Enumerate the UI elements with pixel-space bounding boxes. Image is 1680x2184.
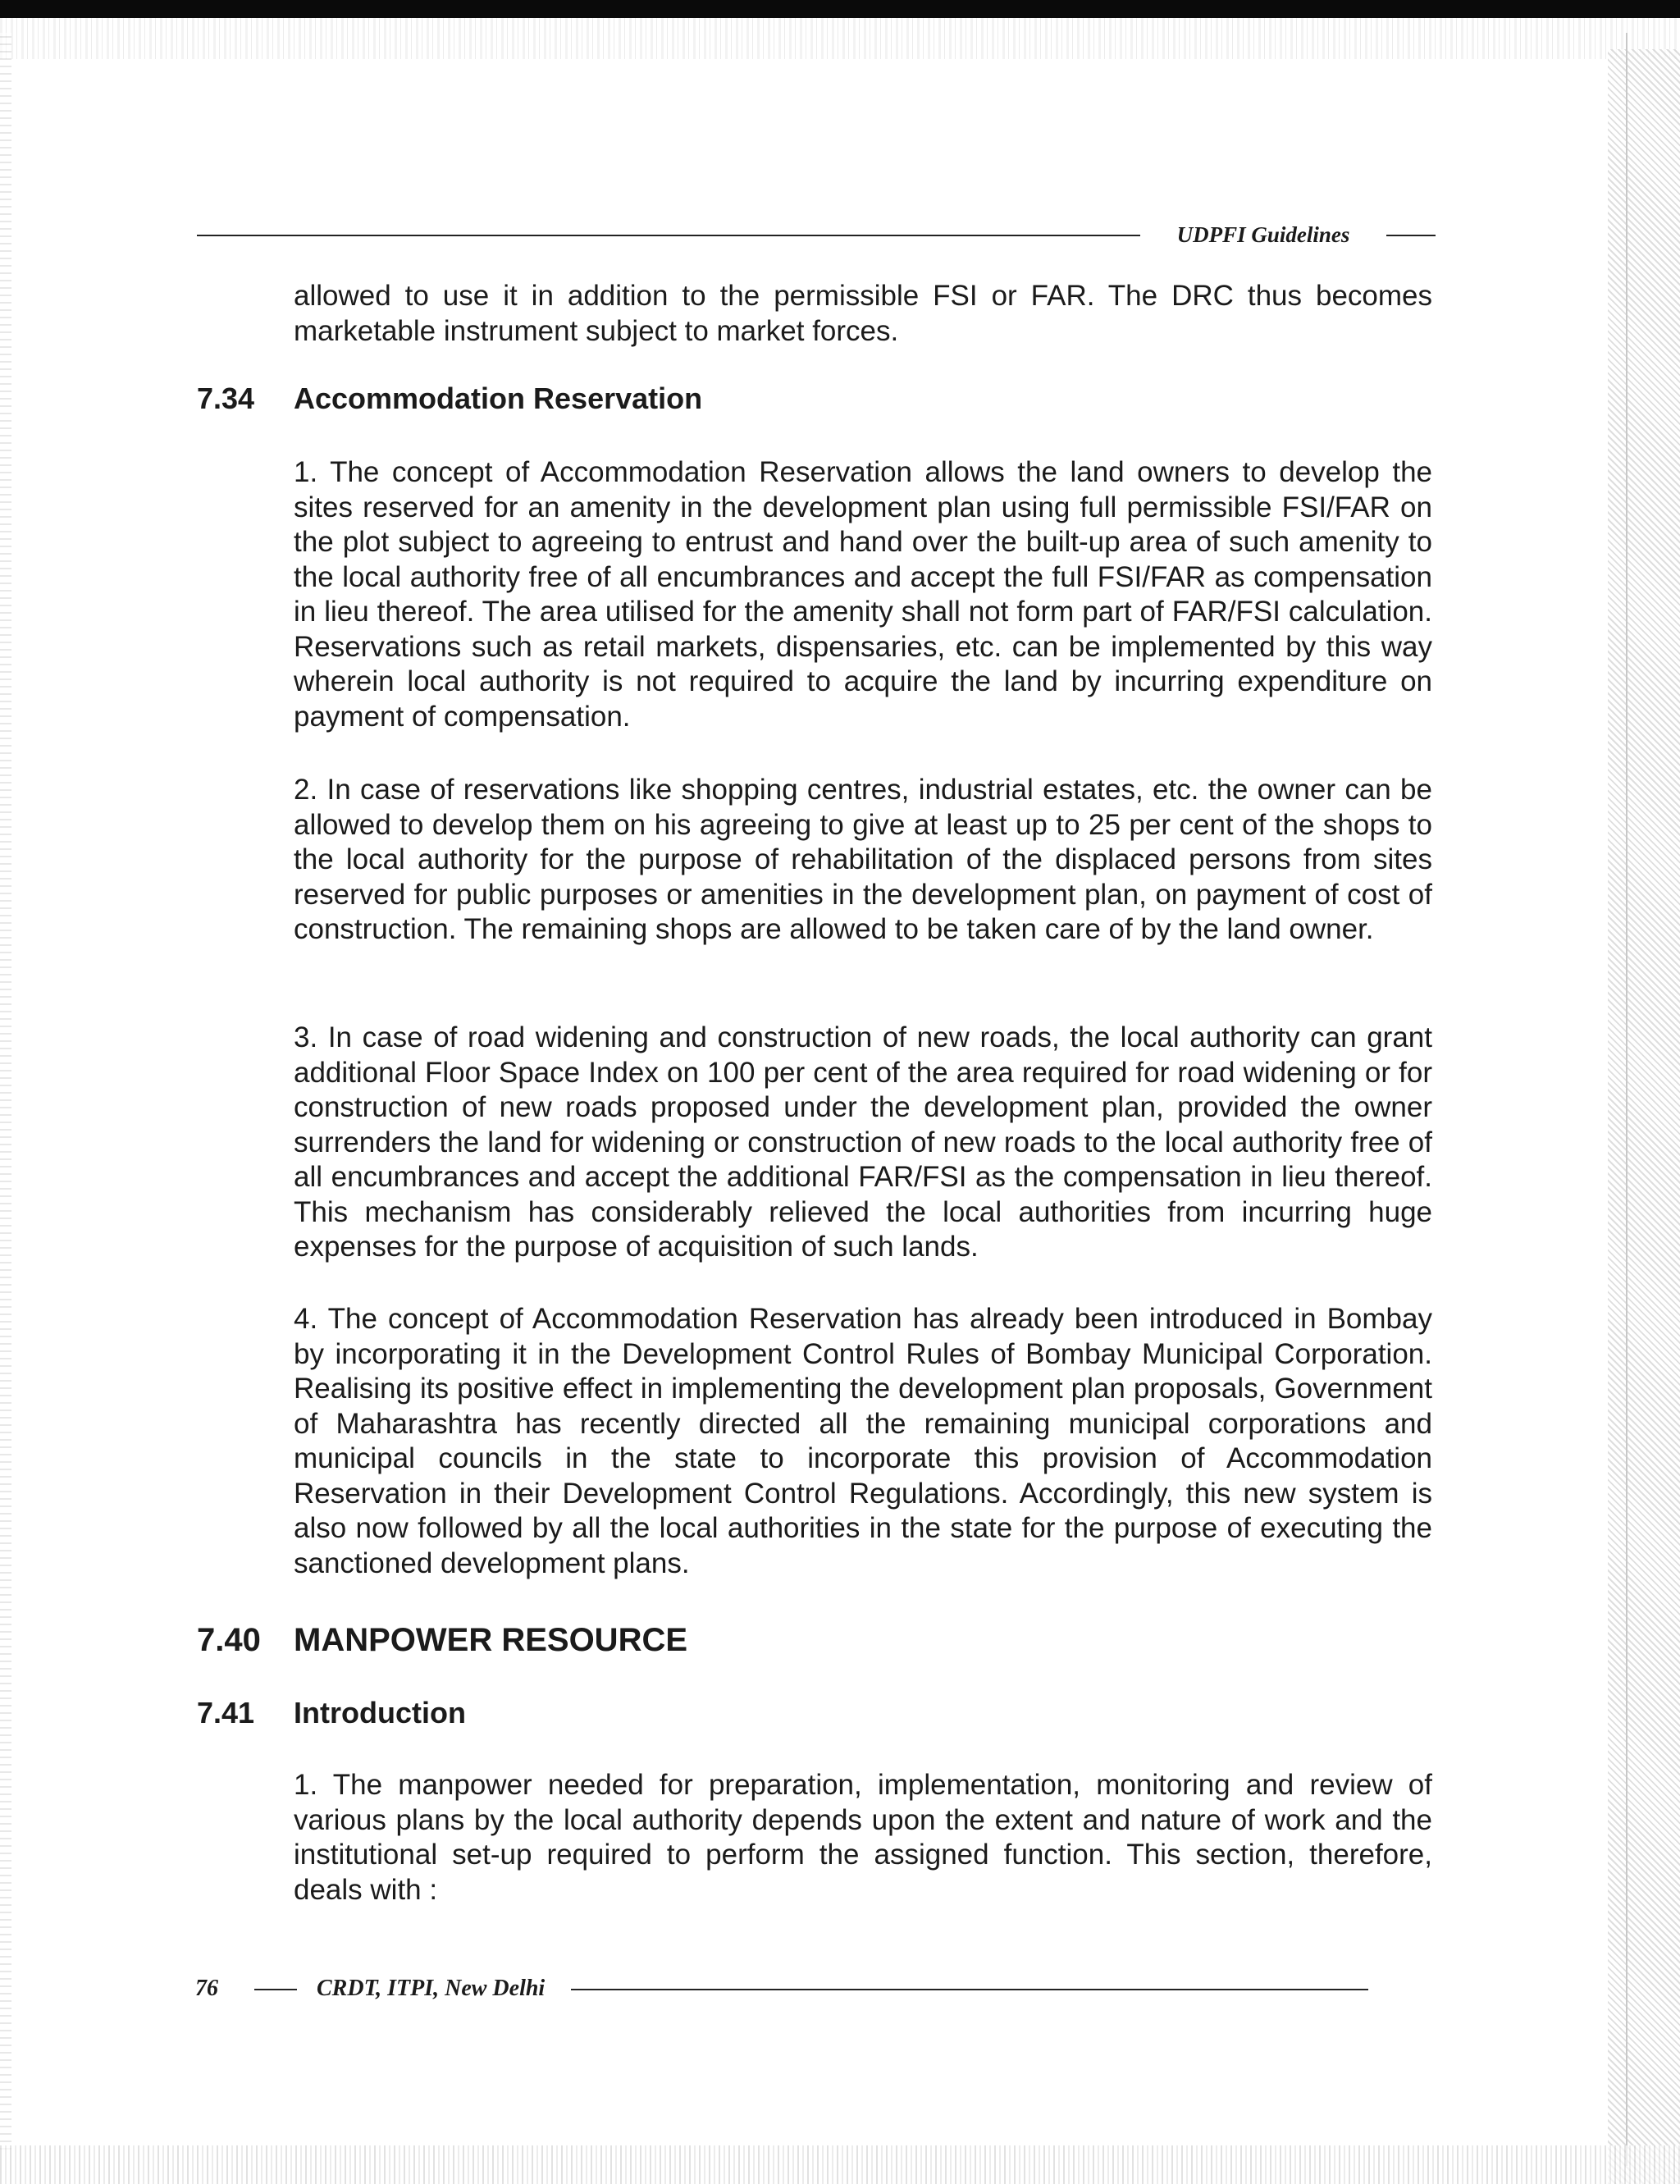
scan-right-noise xyxy=(1608,49,1680,2184)
section-7-34-title: Accommodation Reservation xyxy=(294,382,703,415)
footer-dash xyxy=(254,1989,297,1990)
section-7-34-paragraph-3: 3. In case of road widening and construction of new roads, the local authority can grant additional Floor Space Index on 100 per cent of the area required for road widening or for construction of new roads proposed under the development plan, provided the owner surrenders the land for widening or construction of new roads to the local authority free of all encumbrances and accept the additional FAR/FSI as the compensation in lieu thereof. This mechanism has considerably relieved the local authorities from incurring huge expenses for the purpose of acquisition of such lands. xyxy=(294,1021,1432,1263)
footer-organisation: CRDT, ITPI, New Delhi xyxy=(317,1976,546,2001)
scan-top-noise xyxy=(0,18,1680,59)
section-7-41-title: Introduction xyxy=(294,1696,466,1729)
scan-left-edge xyxy=(0,33,11,2150)
section-7-34-paragraph-2: 2. In case of reservations like shopping centres, industrial estates, etc. the owner can be allowed to develop them on his agreeing to give at least up to 25 per cent of the shops to the local authority for the purpose of rehabilitation of the displaced persons from sites reserved for public purposes or amenities in the development plan, on payment of cost of construction. The remaining shops are allowed to be taken care of by the land owner. xyxy=(294,774,1432,945)
section-7-34-paragraph-4: 4. The concept of Accommodation Reservation has already been introduced in Bombay by incorporating it in the Development Control Rules of Bombay Municipal Corporation. Realising its positive effect in implementing the development plan proposals, Government of Maharashtra has recently directed all the remaining municipal corporations and municipal councils in the state to incorporate this provision of Accommodation Reservation in their Development Control Regulations. Accordingly, this new system is also now followed by all the local authorities in the state for the purpose of executing the sanctioned development plans. xyxy=(294,1303,1432,1579)
section-7-40-number: 7.40 xyxy=(197,1622,261,1658)
scan-top-border xyxy=(0,0,1680,18)
running-title: UDPFI Guidelines xyxy=(1176,222,1350,247)
section-7-34-paragraph-1: 1. The concept of Accommodation Reservation allows the land owners to develop the sites reserved for an amenity in the development plan using full permissible FSI/FAR on the plot subject to agreeing to entrust and hand over the built-up area of such amenity to the local authority free of all encumbrances and accept the full FSI/FAR as compensation in lieu thereof. The area utilised for the amenity shall not form part of FAR/FSI calculation. Reservations such as retail markets, dispensaries, etc. can be implemented by this way wherein local authority is not required to acquire the land by incurring expenditure on payment of compensation. xyxy=(294,456,1432,733)
scan-bottom-noise xyxy=(0,2145,1680,2184)
running-footer xyxy=(195,1974,1368,2007)
section-7-41-paragraph-1: 1. The manpower needed for preparation, implementation, monitoring and review of various plans by the local authority depends upon the extent and nature of work and the institutional set-up required to perform the assigned function. This section, therefore, deals with : xyxy=(294,1769,1432,1906)
section-7-41-number: 7.41 xyxy=(197,1696,255,1729)
header-rule-left xyxy=(197,235,1140,236)
page-number: 76 xyxy=(195,1976,218,2001)
section-7-34-number: 7.34 xyxy=(197,382,255,415)
running-header xyxy=(197,220,1436,253)
footer-rule xyxy=(571,1989,1368,1990)
page-right-edge xyxy=(1626,33,1628,2166)
section-7-40-title: MANPOWER RESOURCE xyxy=(294,1622,688,1658)
intro-paragraph: allowed to use it in addition to the permissible FSI or FAR. The DRC thus becomes marketable instrument subject to market forces. xyxy=(294,280,1432,347)
header-rule-right xyxy=(1386,235,1436,236)
